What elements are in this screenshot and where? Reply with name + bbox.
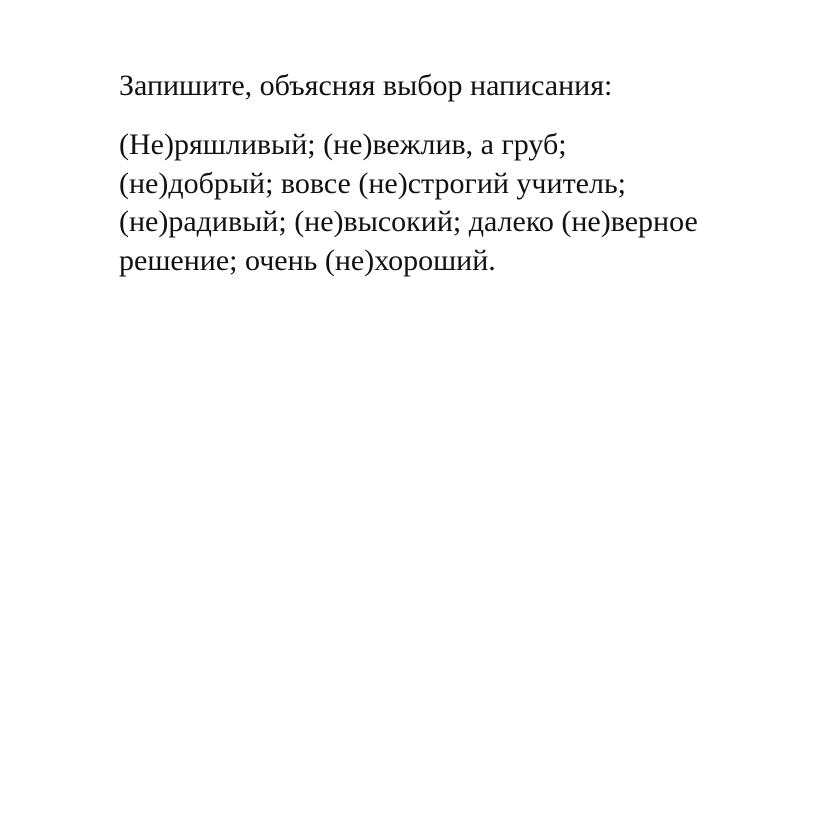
exercise-line-1: (Не)ряшливый; (не)вежлив, а груб;: [119, 128, 567, 161]
document-body: [119, 66, 799, 280]
task-instruction: Запишите, объясняя выбор написания:: [119, 69, 613, 102]
exercise-text: [119, 126, 799, 280]
exercise-line-3: (не)радивый; (не)высокий; далеко (не)верное: [119, 205, 698, 238]
exercise-line-4: решение; очень (не)хороший.: [119, 243, 496, 277]
exercise-line-2: (не)добрый; вовсе (не)строгий учитель;: [119, 166, 626, 200]
